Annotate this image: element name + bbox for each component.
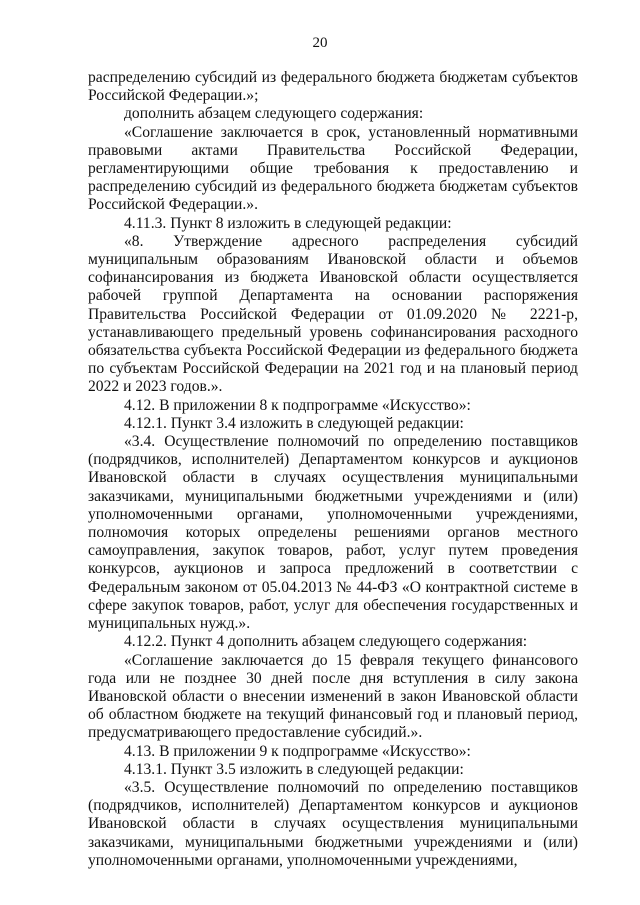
paragraph: 4.13. В приложении 9 к подпрограмме «Искусство»: (124, 742, 471, 760)
paragraph: 4.12.1. Пункт 3.4 изложить в следующей редакции: (124, 414, 464, 432)
paragraph: «Соглашение заключается в срок, установленный нормативными правовыми актами Правительства Российской Федерации, регламентирующими общие требования к предоставлению и распределению субсидий из федерального бюджета бюджетам субъектов Российской Федерации.». (88, 123, 578, 214)
paragraph: 4.11.3. Пункт 8 изложить в следующей редакции: (124, 214, 452, 232)
paragraph: 4.13.1. Пункт 3.5 изложить в следующей редакции: (124, 760, 464, 778)
paragraph: дополнить абзацем следующего содержания: (124, 105, 424, 123)
paragraph: 4.12.2. Пункт 4 дополнить абзацем следующего содержания: (124, 633, 528, 651)
paragraph: «Соглашение заключается до 15 февраля текущего финансового года или не позднее 30 дней после дня вступления в силу закона Ивановской области о внесении изменений в закон Ивановской области об областном бюджете на текущий финансовый год и плановый период, предусматривающего предоставление субсидий.». (88, 651, 578, 742)
page-number: 20 (312, 35, 328, 51)
paragraph: «3.4. Осуществление полномочий по определению поставщиков (подрядчиков, исполнителей) Департаментом конкурсов и аукционов Ивановской области в случаях осуществления муниципальными заказчиками, муниципальными бюджетными учреждениями и (или) уполномоченными органами, уполномоченными учреждениями, полномочия которых определены решениями органов местного самоуправления, закупок товаров, работ, услуг путем проведения конкурсов, аукционов и запроса предложений в соответствии с Федеральным законом от 05.04.2013 № 44-ФЗ «О контрактной системе в сфере закупок товаров, работ, услуг для обеспечения государственных и муниципальных нужд.». (88, 433, 578, 633)
paragraph: 4.12. В приложении 8 к подпрограмме «Искусство»: (124, 396, 471, 414)
paragraph: «8. Утверждение адресного распределения субсидий муниципальным образованиям Ивановской области и объемов софинансирования из бюджета Ивановской области осуществляется рабочей группой Департамента на основании распоряжения Правительства Российской Федерации от 01.09.2020 № 2221-р, устанавливающего предельный уровень софинансирования расходного обязательства субъекта Российской Федерации из федерального бюджета по субъектам Российской Федерации на 2021 год и на плановый период 2022 и 2023 годов.». (88, 232, 578, 396)
document-body (88, 69, 578, 870)
paragraph: распределению субсидий из федерального бюджета бюджетам субъектов Российской Федерации.»; (88, 69, 578, 105)
paragraph: «3.5. Осуществление полномочий по определению поставщиков (подрядчиков, исполнителей) Департаментом конкурсов и аукционов Ивановской области в случаях осуществления муниципальными заказчиками, муниципальными бюджетными учреждениями и (или) уполномоченными органами, уполномоченными учреждениями, (88, 778, 578, 869)
